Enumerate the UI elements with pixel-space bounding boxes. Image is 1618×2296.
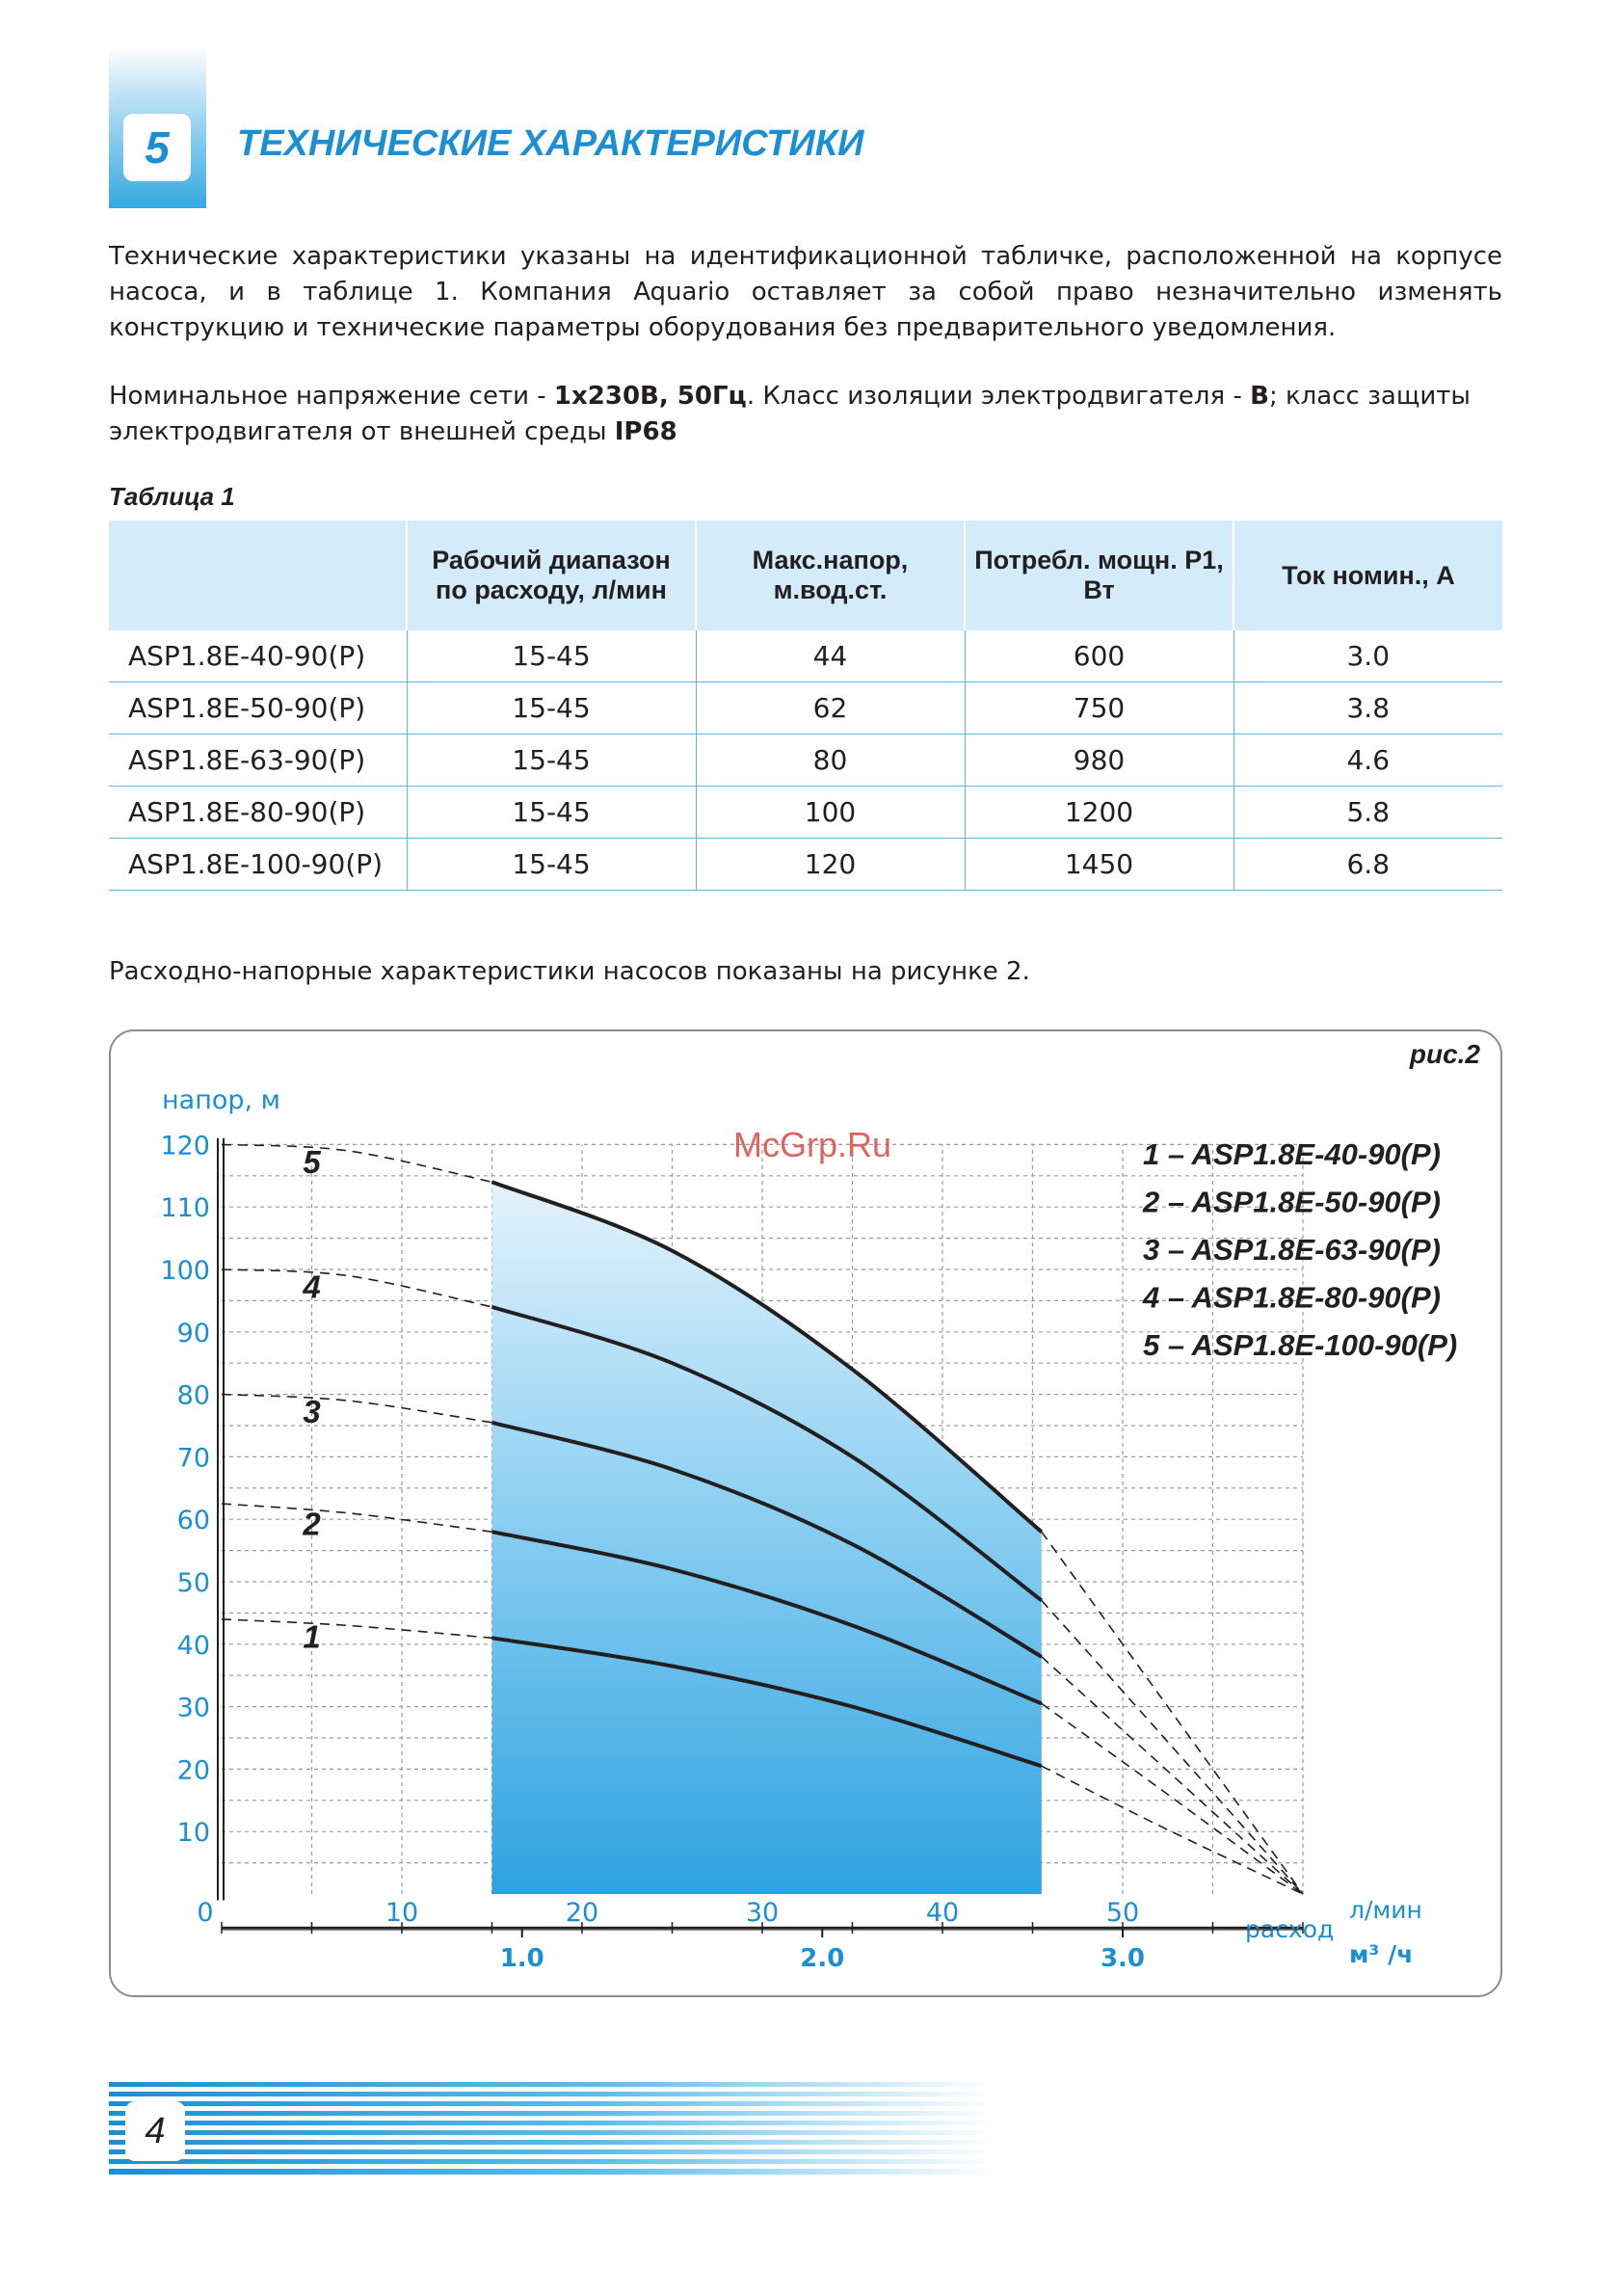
y-tick-label: 90 (176, 1318, 210, 1348)
intro-paragraph: Технические характеристики указаны на идентификационной табличке, расположенной на корпусе насоса, и в таблице 1. Компания Aquario оставляет за собой право незначительно изменять конструкцию и технические параметры оборудования без предварительного уведомления. (109, 242, 1502, 342)
cell-current: 4.6 (1233, 734, 1502, 787)
x-axis-label: расход (1245, 1915, 1335, 1943)
cell-model: ASP1.8E-50-90(P) (109, 682, 407, 734)
page-number: 4 (125, 2101, 185, 2161)
cell-flow: 15-45 (407, 734, 696, 787)
x-zero-label: 0 (197, 1898, 214, 1928)
cell-power: 1450 (965, 839, 1233, 891)
cell-model: ASP1.8E-80-90(P) (109, 787, 407, 839)
cell-head: 44 (696, 630, 965, 682)
y-tick-label: 40 (176, 1630, 210, 1661)
cell-power: 750 (965, 682, 1233, 734)
x2-axis-unit: м³ /ч (1349, 1940, 1414, 1968)
cell-power: 600 (965, 630, 1233, 682)
watermark: McGrp.Ru (732, 1125, 892, 1164)
cell-current: 3.0 (1233, 630, 1502, 682)
x-tick-label: 30 (745, 1898, 780, 1928)
y-axis-label: напор, м (162, 1085, 281, 1115)
cell-model: ASP1.8E-40-90(P) (109, 630, 407, 682)
cell-current: 5.8 (1233, 787, 1502, 839)
curve-3-dashed-start (222, 1395, 492, 1423)
x-tick-label: 40 (925, 1898, 960, 1928)
legend-entry: 2 – ASP1.8E-50-90(P) (1143, 1185, 1442, 1219)
legend-entry: 5 – ASP1.8E-100-90(P) (1143, 1328, 1458, 1362)
curve-label-5: 5 (303, 1143, 321, 1180)
x-tick-label: 20 (565, 1898, 599, 1928)
y-tick-label: 80 (176, 1380, 210, 1411)
curve-1-dashed-end (1042, 1766, 1303, 1894)
x-tick-label: 50 (1105, 1898, 1140, 1928)
y-tick-label: 70 (176, 1443, 210, 1474)
cell-head: 100 (696, 787, 965, 839)
header-flow-range: Рабочий диапазон по расходу, л/мин (407, 521, 696, 630)
cell-flow: 15-45 (407, 630, 696, 682)
curve-5-dashed-end (1042, 1532, 1303, 1894)
curve-label-2: 2 (303, 1506, 321, 1542)
legend-entry: 4 – ASP1.8E-80-90(P) (1143, 1280, 1442, 1315)
x2-tick-label: 2.0 (800, 1944, 845, 1973)
curve-2-dashed-start (222, 1504, 492, 1532)
working-range-area (492, 1182, 1042, 1894)
legend-entry: 1 – ASP1.8E-40-90(P) (1143, 1137, 1442, 1171)
insulation-class: B (1250, 382, 1269, 411)
curve-label-4: 4 (303, 1268, 321, 1305)
cell-power: 1200 (965, 787, 1233, 839)
cell-current: 3.8 (1233, 682, 1502, 734)
voltage-text-3: ; класс защиты электродвигателя от внешней среды (109, 382, 1471, 446)
curve-label-3: 3 (303, 1394, 321, 1430)
header-max-head: Макс.напор, м.вод.ст. (696, 521, 965, 630)
curve-3-dashed-end (1042, 1657, 1303, 1894)
y-tick-label: 20 (176, 1755, 210, 1786)
y-tick-label: 10 (176, 1818, 210, 1849)
x-tick-label: 10 (385, 1898, 419, 1928)
curve-1-dashed-start (222, 1619, 492, 1638)
figure-intro: Расходно-напорные характеристики насосов показаны на рисунке 2. (109, 957, 1030, 986)
footer-stripes (109, 2082, 995, 2178)
curve-5-dashed-start (222, 1144, 492, 1182)
y-tick-label: 100 (160, 1256, 210, 1286)
header-current: Ток номин., А (1233, 521, 1502, 630)
x-axis-unit: л/мин (1349, 1896, 1422, 1924)
curve-4-dashed-start (222, 1269, 492, 1307)
y-tick-label: 50 (176, 1568, 210, 1598)
cell-flow: 15-45 (407, 839, 696, 891)
cell-head: 80 (696, 734, 965, 787)
curve-label-1: 1 (303, 1618, 321, 1655)
curve-2-dashed-end (1042, 1703, 1303, 1894)
y-tick-label: 30 (176, 1693, 210, 1723)
cell-head: 62 (696, 682, 965, 734)
y-tick-label: 120 (160, 1131, 210, 1161)
x2-tick-label: 1.0 (499, 1944, 544, 1973)
cell-flow: 15-45 (407, 787, 696, 839)
figure-label: рис.2 (1409, 1039, 1480, 1069)
cell-current: 6.8 (1233, 839, 1502, 891)
section-number: 5 (123, 114, 191, 181)
legend-entry: 3 – ASP1.8E-63-90(P) (1143, 1233, 1442, 1267)
voltage-text-2: . Класс изоляции электродвигателя - (746, 382, 1251, 411)
y-tick-label: 110 (160, 1193, 210, 1224)
cell-power: 980 (965, 734, 1233, 787)
cell-model: ASP1.8E-100-90(P) (109, 839, 407, 891)
header-power: Потребл. мощн. Р1, Вт (965, 521, 1233, 630)
voltage-text-1: Номинальное напряжение сети - (109, 382, 554, 411)
y-tick-label: 60 (176, 1506, 210, 1536)
section-title: ТЕХНИЧЕСКИЕ ХАРАКТЕРИСТИКИ (237, 123, 864, 164)
protection-class: IP68 (614, 417, 677, 446)
cell-head: 120 (696, 839, 965, 891)
x2-tick-label: 3.0 (1100, 1944, 1146, 1973)
cell-flow: 15-45 (407, 682, 696, 734)
cell-model: ASP1.8E-63-90(P) (109, 734, 407, 787)
table-caption: Таблица 1 (109, 482, 235, 511)
voltage-value: 1х230В, 50Гц (553, 382, 747, 411)
